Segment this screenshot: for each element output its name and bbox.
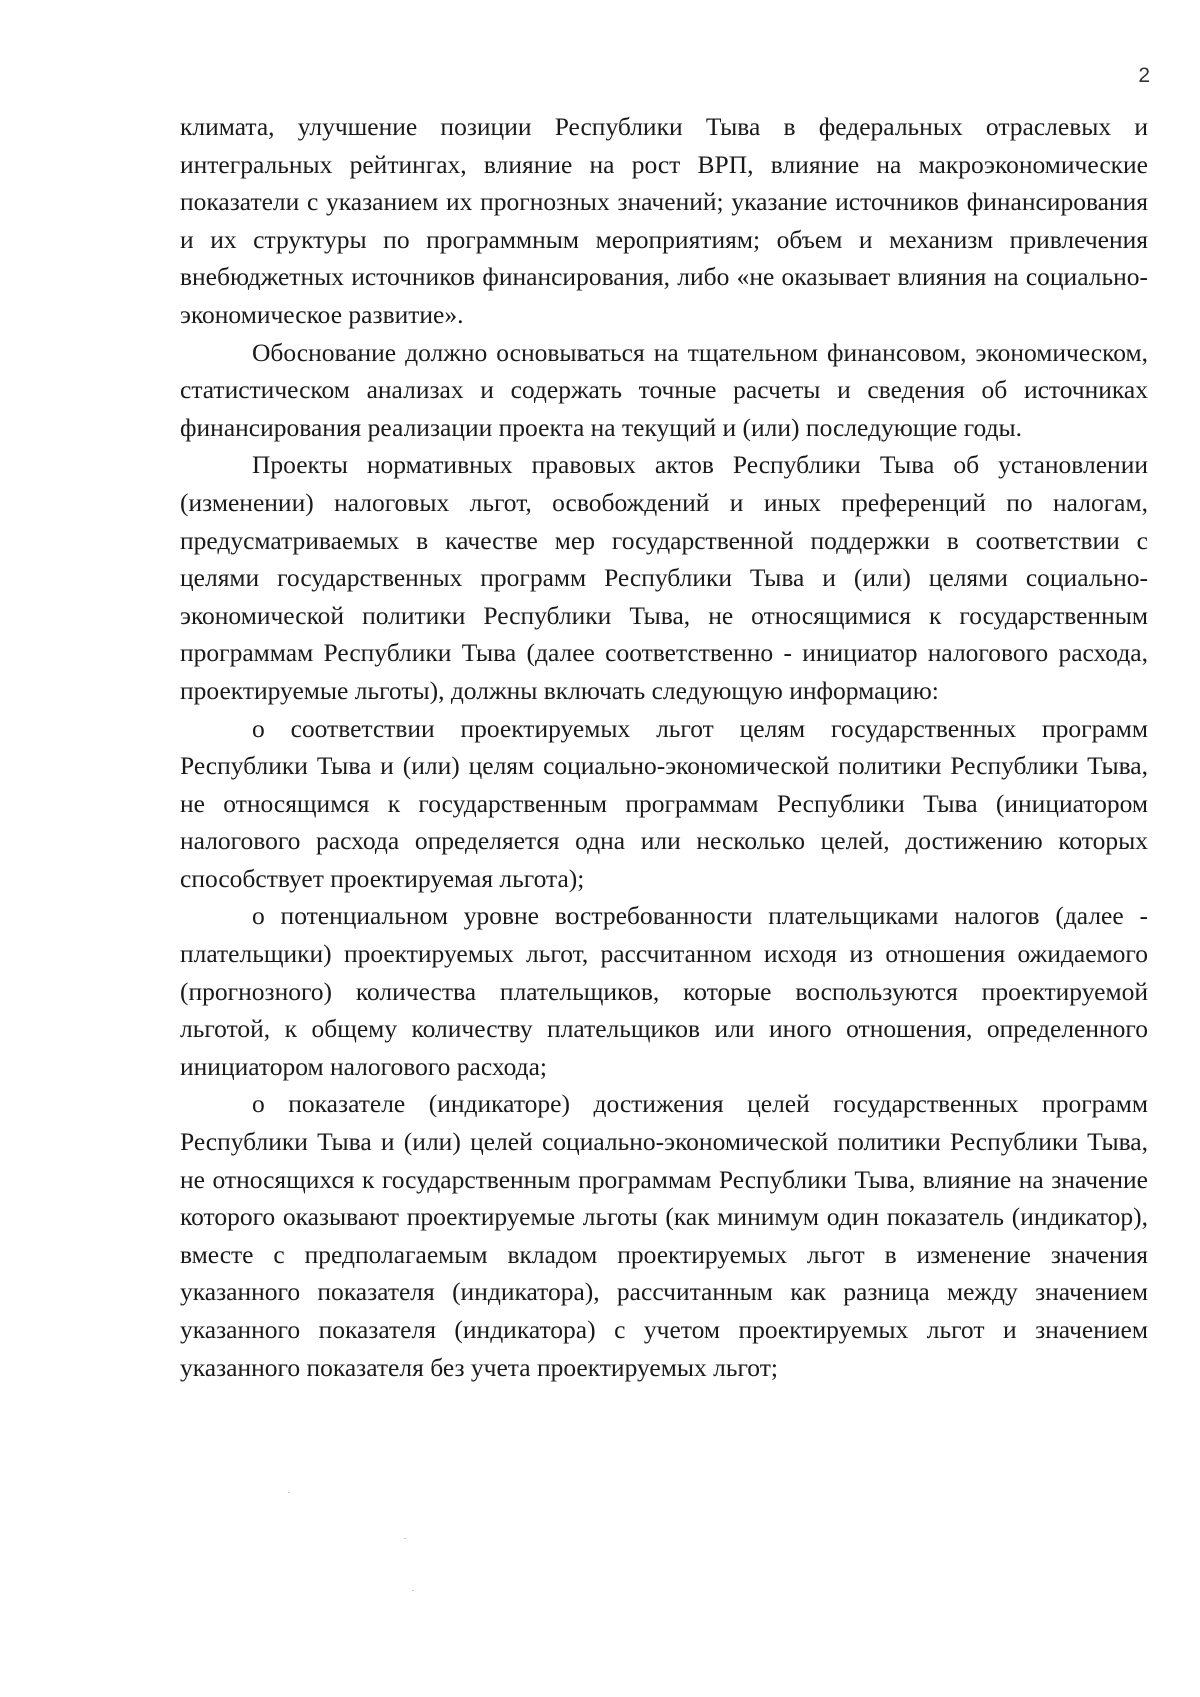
scan-speck [412,1590,414,1591]
document-body [180,108,1148,1386]
scan-speck [288,1492,290,1493]
paragraph: Проекты нормативных правовых актов Республики Тыва об установлении (изменении) налоговых льгот, освобождений и иных преференций по налогам, предусматриваемых в качестве мер государственной поддержки в соответствии с целями государственных программ Республики Тыва и (или) целями социально-экономической политики Республики Тыва, не относящимися к государственным программам Республики Тыва (далее соответственно - инициатор налогового расхода, проектируемые льготы), должны включать следующую информацию: [180,450,1148,705]
paragraph: Обоснование должно основываться на тщательном финансовом, экономическом, статистическом анализах и содержать точные расчеты и сведения об источниках финансирования реализации проекта на текущий и (или) последующие годы. [180,337,1148,442]
paragraph: о соответствии проектируемых льгот целям государственных программ Республики Тыва и (или) целям социально-экономической политики Республики Тыва, не относящимся к государственным программам Республики Тыва (инициатором налогового расхода определяется одна или несколько целей, достижению которых способствует проектируемая льгота); [180,713,1148,893]
page-number: 2 [1138,64,1150,87]
paragraph: климата, улучшение позиции Республики Тыва в федеральных отраслевых и интегральных рейтингах, влияние на рост ВРП, влияние на макроэкономические показатели с указанием их прогнозных значений; указание источников финансирования и их структуры по программным мероприятиям; объем и механизм привлечения внебюджетных источников финансирования, либо «не оказывает влияния на социально-экономическое развитие». [180,112,1148,329]
scan-speck [404,1538,406,1539]
paragraph: о потенциальном уровне востребованности плательщиками налогов (далее - плательщики) проектируемых льгот, рассчитанном исходя из отношения ожидаемого (прогнозного) количества плательщиков, которые воспользуются проектируемой льготой, к общему количеству плательщиков или иного отношения, определенного инициатором налогового расхода; [180,901,1148,1081]
paragraph: о показателе (индикаторе) достижения целей государственных программ Республики Тыва и (или) целей социально-экономической политики Республики Тыва, не относящихся к государственным программам Республики Тыва, влияние на значение которого оказывают проектируемые льготы (как минимум один показатель (индикатор), вместе с предполагаемым вкладом проектируемых льгот в изменение значения указанного показателя (индикатора), рассчитанным как разница между значением указанного показателя (индикатора) с учетом проектируемых льгот и значением указанного показателя без учета проектируемых льгот; [180,1089,1148,1382]
